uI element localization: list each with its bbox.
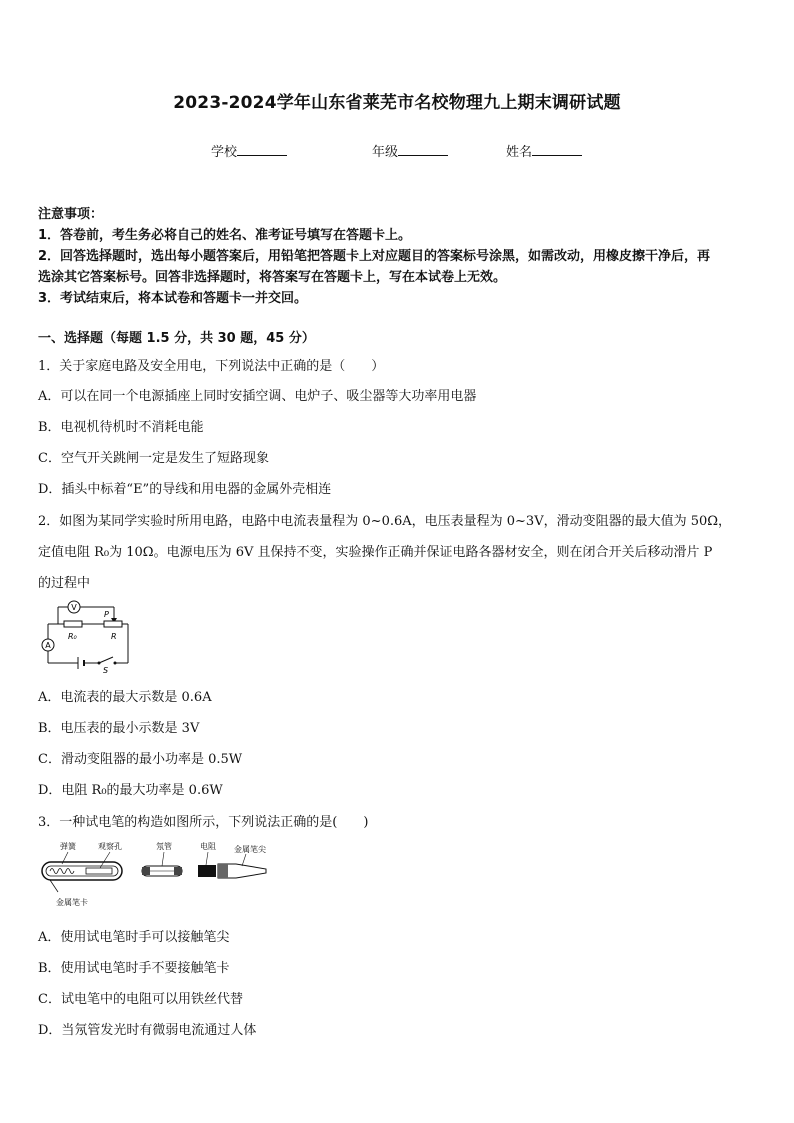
notice-item: 1．答卷前，考生务必将自己的姓名、准考证号填写在答题卡上。	[38, 228, 412, 243]
grade-blank	[398, 143, 448, 156]
question-2-stem-line: 的过程中	[38, 576, 91, 591]
school-blank	[237, 143, 287, 156]
circuit-diagram	[38, 598, 138, 675]
question-3-option-c: C．试电笔中的电阻可以用铁丝代替	[38, 992, 243, 1007]
grade-label: 年级	[372, 145, 399, 160]
question-2-stem-line: 2．如图为某同学实验时所用电路，电路中电流表量程为 0~0.6A，电压表量程为 0~3V，滑动变阻器的最大值为 50Ω，	[38, 514, 732, 529]
name-blank	[532, 143, 582, 156]
ammeter-label: A	[45, 641, 51, 650]
question-2-option-a: A．电流表的最大示数是 0.6A	[38, 690, 212, 705]
question-1-option-a: A．可以在同一个电源插座上同时安插空调、电炉子、吸尘器等大功率用电器	[38, 389, 477, 404]
question-2-option-b: B．电压表的最小示数是 3V	[38, 721, 200, 736]
battery-icon	[78, 657, 84, 669]
question-3-option-d: D．当氖管发光时有微弱电流通过人体	[38, 1023, 257, 1038]
tip-label: 金属笔尖	[234, 845, 266, 854]
school-field	[211, 141, 287, 160]
question-2-stem-line: 定值电阻 R₀为 10Ω。电源电压为 6V 且保持不变，实验操作正确并保证电路各器材安全，则在闭合开关后移动滑片 P	[38, 545, 713, 560]
pen-resistor-icon	[198, 852, 216, 877]
question-1-option-b: B．电视机待机时不消耗电能	[38, 420, 204, 435]
window-label: 观察孔	[98, 842, 122, 851]
test-pen-diagram	[38, 838, 278, 910]
notice-item: 2．回答选择题时，选出每小题答案后，用铅笔把答题卡上对应题目的答案标号涂黑，如需改动，用橡皮擦干净后，再	[38, 249, 711, 264]
question-1-option-c: C．空气开关跳闸一定是发生了短路现象	[38, 451, 269, 466]
question-2-option-c: C．滑动变阻器的最小功率是 0.5W	[38, 752, 243, 767]
notice-item: 3．考试结束后，将本试卷和答题卡一并交回。	[38, 291, 308, 306]
metal-tip-icon	[218, 854, 266, 878]
question-3-option-a: A．使用试电笔时手可以接触笔尖	[38, 930, 230, 945]
section-heading: 一、选择题（每题 1.5 分，共 30 题，45 分）	[38, 331, 315, 346]
r-label: R	[111, 632, 117, 641]
switch-icon	[98, 657, 117, 665]
question-3-stem: 3．一种试电笔的构造如图所示，下列说法正确的是( )	[38, 815, 369, 830]
clip-label: 金属笔卡	[56, 898, 88, 907]
school-label: 学校	[211, 145, 238, 160]
question-1-stem: 1．关于家庭电路及安全用电，下列说法中正确的是（ ）	[38, 359, 385, 374]
neon-label: 氖管	[156, 842, 172, 851]
rheostat-r-icon	[104, 621, 122, 627]
notice-heading: 注意事项：	[38, 207, 104, 222]
spring-label: 弹簧	[60, 842, 76, 851]
pen-body-icon	[42, 852, 122, 892]
p-label: P	[104, 610, 109, 619]
r0-label: R₀	[68, 632, 77, 641]
name-label: 姓名	[506, 145, 533, 160]
voltmeter-label: V	[71, 603, 77, 612]
name-field	[506, 141, 582, 160]
resistor-label: 电阻	[200, 842, 216, 851]
neon-tube-icon	[142, 852, 182, 876]
resistor-r0-icon	[64, 621, 82, 627]
question-3-option-b: B．使用试电笔时手不要接触笔卡	[38, 961, 230, 976]
question-1-option-d: D．插头中标着“E”的导线和用电器的金属外壳相连	[38, 482, 332, 497]
question-2-option-d: D．电阻 R₀的最大功率是 0.6W	[38, 783, 223, 798]
notice-item: 选涂其它答案标号。回答非选择题时，将答案写在答题卡上，写在本试卷上无效。	[38, 270, 507, 285]
grade-field	[372, 141, 448, 160]
exam-title: 2023-2024学年山东省莱芜市名校物理九上期末调研试题	[173, 93, 621, 113]
s-label: S	[103, 666, 109, 675]
